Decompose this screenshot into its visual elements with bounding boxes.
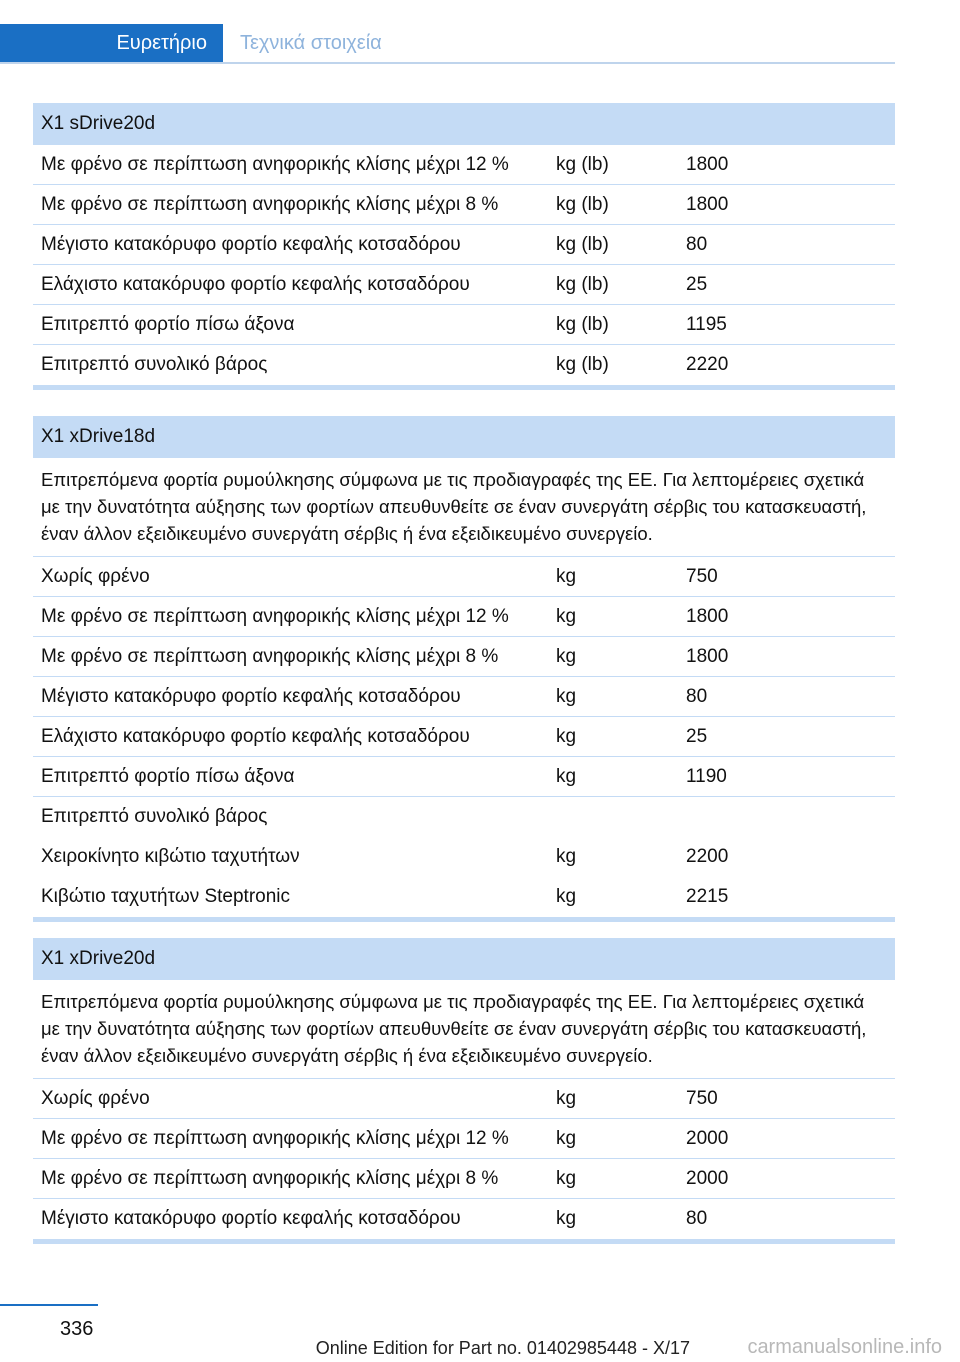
row-value: 25 bbox=[686, 725, 708, 747]
spec-table-xdrive18d bbox=[33, 416, 895, 922]
row-unit: kg bbox=[556, 765, 577, 787]
row-unit: kg bbox=[556, 685, 577, 707]
table-row bbox=[33, 305, 895, 345]
row-unit: kg bbox=[556, 1127, 577, 1149]
row-label: Με φρένο σε περίπτωση ανηφορικής κλίσης μέχρι 12 % bbox=[41, 605, 509, 627]
table-row bbox=[33, 1199, 895, 1239]
table-row bbox=[33, 225, 895, 265]
tab-technical-data[interactable] bbox=[240, 24, 382, 62]
row-unit: kg (lb) bbox=[556, 233, 609, 255]
row-value: 80 bbox=[686, 233, 708, 255]
watermark: carmanualsonline.info bbox=[747, 1336, 942, 1358]
table-title: X1 sDrive20d bbox=[33, 103, 895, 145]
row-label: Με φρένο σε περίπτωση ανηφορικής κλίσης μέχρι 12 % bbox=[41, 153, 509, 175]
row-value: 1800 bbox=[686, 645, 729, 667]
tab-index[interactable] bbox=[0, 24, 223, 62]
table-row bbox=[33, 837, 895, 877]
row-value: 2000 bbox=[686, 1127, 729, 1149]
row-value: 2215 bbox=[686, 886, 729, 907]
row-label: Με φρένο σε περίπτωση ανηφορικής κλίσης μέχρι 8 % bbox=[41, 1167, 499, 1189]
spec-table-xdrive20d bbox=[33, 938, 895, 1244]
table-end-rule bbox=[33, 385, 895, 390]
spec-table-sdrive20d bbox=[33, 103, 895, 390]
table-row bbox=[33, 265, 895, 305]
row-label: Ελάχιστο κατακόρυφο φορτίο κεφαλής κοτσαδόρου bbox=[41, 273, 470, 295]
table-row bbox=[33, 757, 895, 797]
row-value: 80 bbox=[686, 1208, 708, 1229]
row-label: Κιβώτιο ταχυτήτων Steptronic bbox=[41, 886, 291, 907]
row-value: 80 bbox=[686, 685, 708, 707]
table-row bbox=[33, 597, 895, 637]
row-unit: kg bbox=[556, 1167, 577, 1189]
row-value: 1195 bbox=[686, 313, 727, 335]
row-value: 750 bbox=[686, 1087, 718, 1109]
row-value: 750 bbox=[686, 565, 718, 587]
row-label: Με φρένο σε περίπτωση ανηφορικής κλίσης μέχρι 8 % bbox=[41, 645, 499, 667]
table-row bbox=[33, 797, 895, 837]
row-value: 2220 bbox=[686, 354, 729, 375]
table-row bbox=[33, 717, 895, 757]
row-unit: kg bbox=[556, 1208, 577, 1229]
row-label: Επιτρεπτό φορτίο πίσω άξονα bbox=[41, 313, 295, 335]
tab-index-label: Ευρετήριο bbox=[116, 31, 207, 54]
row-unit: kg bbox=[556, 725, 577, 747]
table-note: Επιτρεπόμενα φορτία ρυμούλκησης σύμφωνα με τις προδιαγραφές της ΕΕ. Για λεπτομέρειες σχετικά με την δυνατότητα αύξησης των φορτίων απευθυνθείτε σε έναν συνεργάτη σέρβις του κατασκευαστή, έναν άλλον εξειδικευμένο συνεργάτη σέρβις ή ένα εξειδικευμένο συνεργείο. bbox=[33, 458, 895, 557]
edition-info: Online Edition for Part no. 01402985448 - X/17 bbox=[315, 1338, 690, 1358]
row-unit: kg bbox=[556, 846, 577, 867]
row-unit: kg (lb) bbox=[556, 193, 609, 215]
table-row bbox=[33, 637, 895, 677]
row-label: Μέγιστο κατακόρυφο φορτίο κεφαλής κοτσαδόρου bbox=[41, 1208, 461, 1229]
row-value: 2000 bbox=[686, 1167, 729, 1189]
row-value: 1800 bbox=[686, 153, 729, 175]
row-unit: kg bbox=[556, 886, 577, 907]
row-value: 1800 bbox=[686, 193, 729, 215]
table-note: Επιτρεπόμενα φορτία ρυμούλκησης σύμφωνα με τις προδιαγραφές της ΕΕ. Για λεπτομέρειες σχετικά με την δυνατότητα αύξησης των φορτίων απευθυνθείτε σε έναν συνεργάτη σέρβις του κατασκευαστή, έναν άλλον εξειδικευμένο συνεργάτη σέρβις ή ένα εξειδικευμένο συνεργείο. bbox=[33, 980, 895, 1079]
table-title: X1 xDrive18d bbox=[33, 416, 895, 458]
row-label: Χωρίς φρένο bbox=[41, 565, 150, 587]
row-label: Μέγιστο κατακόρυφο φορτίο κεφαλής κοτσαδόρου bbox=[41, 685, 461, 707]
table-row bbox=[33, 185, 895, 225]
table-row bbox=[33, 1119, 895, 1159]
table-end-rule bbox=[33, 1239, 895, 1244]
row-unit: kg (lb) bbox=[556, 313, 609, 335]
table-title: X1 xDrive20d bbox=[33, 938, 895, 980]
row-value: 2200 bbox=[686, 846, 729, 867]
row-value: 25 bbox=[686, 273, 708, 295]
row-label: Επιτρεπτό φορτίο πίσω άξονα bbox=[41, 765, 295, 787]
table-end-rule bbox=[33, 917, 895, 922]
table-row bbox=[33, 1159, 895, 1199]
table-row bbox=[33, 1079, 895, 1119]
row-unit: kg (lb) bbox=[556, 354, 609, 375]
row-unit: kg bbox=[556, 645, 577, 667]
row-label: Ελάχιστο κατακόρυφο φορτίο κεφαλής κοτσαδόρου bbox=[41, 725, 470, 747]
row-unit: kg bbox=[556, 605, 577, 627]
table-row bbox=[33, 877, 895, 917]
row-label: Με φρένο σε περίπτωση ανηφορικής κλίσης μέχρι 12 % bbox=[41, 1127, 509, 1149]
row-value: 1800 bbox=[686, 605, 729, 627]
row-label: Επιτρεπτό συνολικό βάρος bbox=[41, 806, 268, 827]
row-label: Χειροκίνητο κιβώτιο ταχυτήτων bbox=[41, 846, 300, 867]
row-unit: kg bbox=[556, 565, 577, 587]
section-tabs bbox=[0, 0, 895, 64]
table-row bbox=[33, 677, 895, 717]
row-unit: kg bbox=[556, 1087, 577, 1109]
row-label: Χωρίς φρένο bbox=[41, 1087, 150, 1109]
table-row bbox=[33, 557, 895, 597]
row-label: Με φρένο σε περίπτωση ανηφορικής κλίσης μέχρι 8 % bbox=[41, 193, 499, 215]
table-row bbox=[33, 345, 895, 385]
table-row bbox=[33, 145, 895, 185]
page-number: 336 bbox=[60, 1318, 94, 1340]
row-label: Επιτρεπτό συνολικό βάρος bbox=[41, 354, 268, 375]
row-unit: kg (lb) bbox=[556, 153, 609, 175]
tab-technical-data-label: Τεχνικά στοιχεία bbox=[240, 31, 382, 54]
row-label: Μέγιστο κατακόρυφο φορτίο κεφαλής κοτσαδόρου bbox=[41, 233, 461, 255]
row-value: 1190 bbox=[686, 765, 727, 787]
footer-rule bbox=[0, 1304, 98, 1306]
row-unit: kg (lb) bbox=[556, 273, 609, 295]
